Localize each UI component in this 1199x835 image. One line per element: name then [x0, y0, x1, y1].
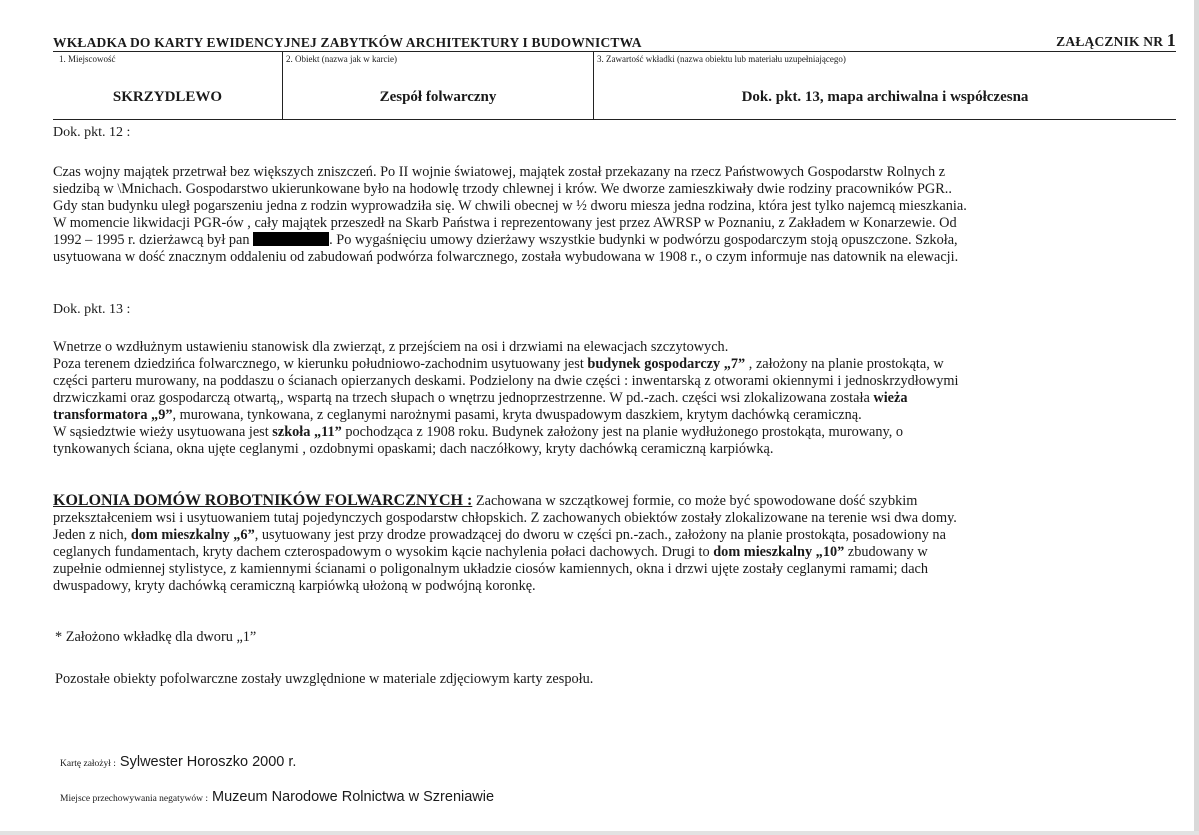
scan-edge: [0, 831, 1199, 835]
text-fragment: . Po wygaśnięciu umowy dzierżawy wszystkie budynki w podwórzu gospodarczym stoją opuszczone. Szkoła,: [329, 232, 958, 248]
text-line: [53, 492, 1153, 510]
text-line: przekształceniem wsi i usytuowaniem tutaj pojedynczych gospodarstw chłopskich. Z zachowanych obiektów zostały zlokalizowane na terenie wsi dwa domy.: [53, 510, 957, 526]
text-line: dwuspadowy, kryty dachówką ceramiczną karpiówką ułożoną w podwójną koronkę.: [53, 578, 536, 594]
redaction-bar: [253, 232, 329, 246]
field-content-label: 3. Zawartość wkładki (nazwa obiektu lub materiału uzupełniającego): [597, 54, 846, 64]
text-fragment: 1992 – 1995 r. dzierżawcą był pan: [53, 232, 254, 248]
field-object-label: 2. Obiekt (nazwa jak w karcie): [286, 54, 397, 64]
text-fragment: , usytuowany jest przy drodze prowadzącej do dworu w części pn.-zach., założony na planie prostokąta, posadowiony na: [254, 527, 946, 543]
text-line: zupełnie odmiennej stylistyce, z kamiennymi ścianami o poligonalnym układzie ciosów kamiennych, okna i drzwi ujęte zostały ceglanymi ramami; dach: [53, 561, 929, 577]
storage-line: [60, 788, 494, 806]
annex-label: [1056, 30, 1176, 51]
text-line: [53, 424, 1153, 441]
text-line: [53, 232, 1153, 249]
text-fragment: Jeden z nich,: [53, 527, 131, 543]
text-line: tynkowanych ściana, okna ujęte ceglanymi , ozdobnymi opaskami; dach naczółkowy, kryty dachówką ceramiczną karpiówką.: [53, 441, 774, 457]
text-fragment: drzwiczkami oraz gospodarczą otwartą,, wspartą na trzech słupach o wnętrzu jednoprzestrzenne. W pd.-zach. części wsi zlokalizowana została: [53, 390, 874, 406]
text-line: [53, 356, 1153, 373]
text-line: [53, 544, 1153, 561]
building-name: transformatora „9”: [53, 407, 173, 423]
section-12-text: [53, 164, 1153, 266]
scan-edge: [1194, 0, 1199, 835]
text-line: części parteru murowany, na poddaszu o ścianach opierzanych deskami. Podzielony na dwie części : inwentarską z otworami okiennymi i jednoskrzydłowymi: [53, 373, 959, 389]
text-line: Gdy stan budynku uległ pogarszeniu jedna z rodzin wyprowadziła się. W chwili obecnej w ½ dworu miesza jedna rodzina, która jest tylko najemcą mieszkania.: [53, 198, 967, 214]
remaining-objects-line: Pozostałe obiekty pofolwarczne zostały uwzględnione w materiale zdjęciowym karty zespołu.: [55, 671, 594, 687]
author-value: Sylwester Horoszko 2000 r.: [119, 754, 297, 770]
field-locality-value: SKRZYDLEWO: [112, 89, 223, 105]
text-line: Wnetrze o wzdłużnym ustawieniu stanowisk dla zwierząt, z przejściem na osi i drzwiami na elewacjach szczytowych.: [53, 339, 729, 355]
colonia-section: [53, 492, 1153, 595]
annex-number: 1: [1166, 30, 1176, 50]
text-fragment: ceglanych fundamentach, kryty dachem czterospadowym o wysokim kącie nachylenia połaci dachowych. Drugi to: [53, 544, 714, 560]
author-label: Kartę założył :: [60, 759, 116, 769]
field-object-value: Zespół folwarczny: [379, 89, 497, 105]
author-line: [60, 753, 296, 771]
text-fragment: pochodząca z 1908 roku. Budynek założony jest na planie wydłużonego prostokąta, murowany, o: [341, 424, 904, 440]
building-name: dom mieszkalny „6”: [130, 527, 255, 543]
field-locality-label: 1. Miejscowość: [59, 54, 116, 64]
building-name: dom mieszkalny „10”: [713, 544, 845, 560]
field-content: [594, 52, 1176, 119]
document-header: [53, 30, 1176, 51]
text-fragment: , murowana, tynkowana, z ceglanymi narożnymi pasami, kryta dwuspadowym daszkiem, krytym dachówką ceramiczną.: [172, 407, 862, 423]
header-rule-bottom: [53, 119, 1176, 120]
text-fragment: zbudowany w: [844, 544, 928, 560]
field-object: [283, 52, 593, 119]
text-fragment: Poza terenem dziedzińca folwarcznego, w kierunku południowo-zachodnim usytuowany jest: [53, 356, 588, 372]
text-line: [53, 407, 1153, 424]
section-13-ref: Dok. pkt. 13 :: [53, 302, 131, 317]
text-line: usytuowana w dość znacznym oddaleniu od zabudowań podwórza folwarcznego, została wybudowana w 1908 r., o czym informuje nas datownik na elewacji.: [53, 249, 959, 265]
section-13-text: [53, 339, 1153, 458]
building-name: wieża: [873, 390, 908, 406]
text-fragment: W sąsiedztwie wieży usytuowana jest: [53, 424, 273, 440]
text-fragment: Zachowana w szczątkowej formie, co może być spowodowane dość szybkim: [472, 493, 918, 509]
field-content-value: Dok. pkt. 13, mapa archiwalna i współczesna: [741, 89, 1029, 105]
building-name: szkoła „11”: [272, 424, 342, 440]
storage-label: Miejsce przechowywania negatywów :: [60, 794, 208, 804]
text-line: [53, 527, 1153, 544]
field-locality: [53, 52, 282, 119]
colonia-heading: KOLONIA DOMÓW ROBOTNIKÓW FOLWARCZNYCH :: [53, 492, 473, 509]
storage-value: Muzeum Narodowe Rolnictwa w Szreniawie: [212, 789, 495, 805]
text-line: [53, 390, 1153, 407]
text-fragment: , założony na planie prostokąta, w: [745, 356, 944, 372]
text-line: Czas wojny majątek przetrwał bez większych zniszczeń. Po II wojnie światowej, majątek został przekazany na rzecz Państwowych Gospodarstw Rolnych z: [53, 164, 946, 180]
text-line: W momencie likwidacji PGR-ów , cały majątek przeszedł na Skarb Państwa i reprezentowany jest przez AWRSP w Poznaniu, z Zakładem w Konarzewie. Od: [53, 215, 957, 231]
annex-label-text: ZAŁĄCZNIK NR: [1056, 34, 1164, 49]
text-line: siedzibą w \Mnichach. Gospodarstwo ukierunkowane było na hodowlę trzody chlewnej i krów. We dworze zamieszkiwały dwie rodziny pracowników PGR..: [53, 181, 952, 197]
building-name: budynek gospodarczy „7”: [587, 356, 746, 372]
section-12-ref: Dok. pkt. 12 :: [53, 125, 131, 140]
note-line: * Założono wkładkę dla dworu „1”: [55, 629, 257, 645]
document-title: WKŁADKA DO KARTY EWIDENCYJNEJ ZABYTKÓW ARCHITEKTURY I BUDOWNICTWA: [53, 35, 642, 50]
